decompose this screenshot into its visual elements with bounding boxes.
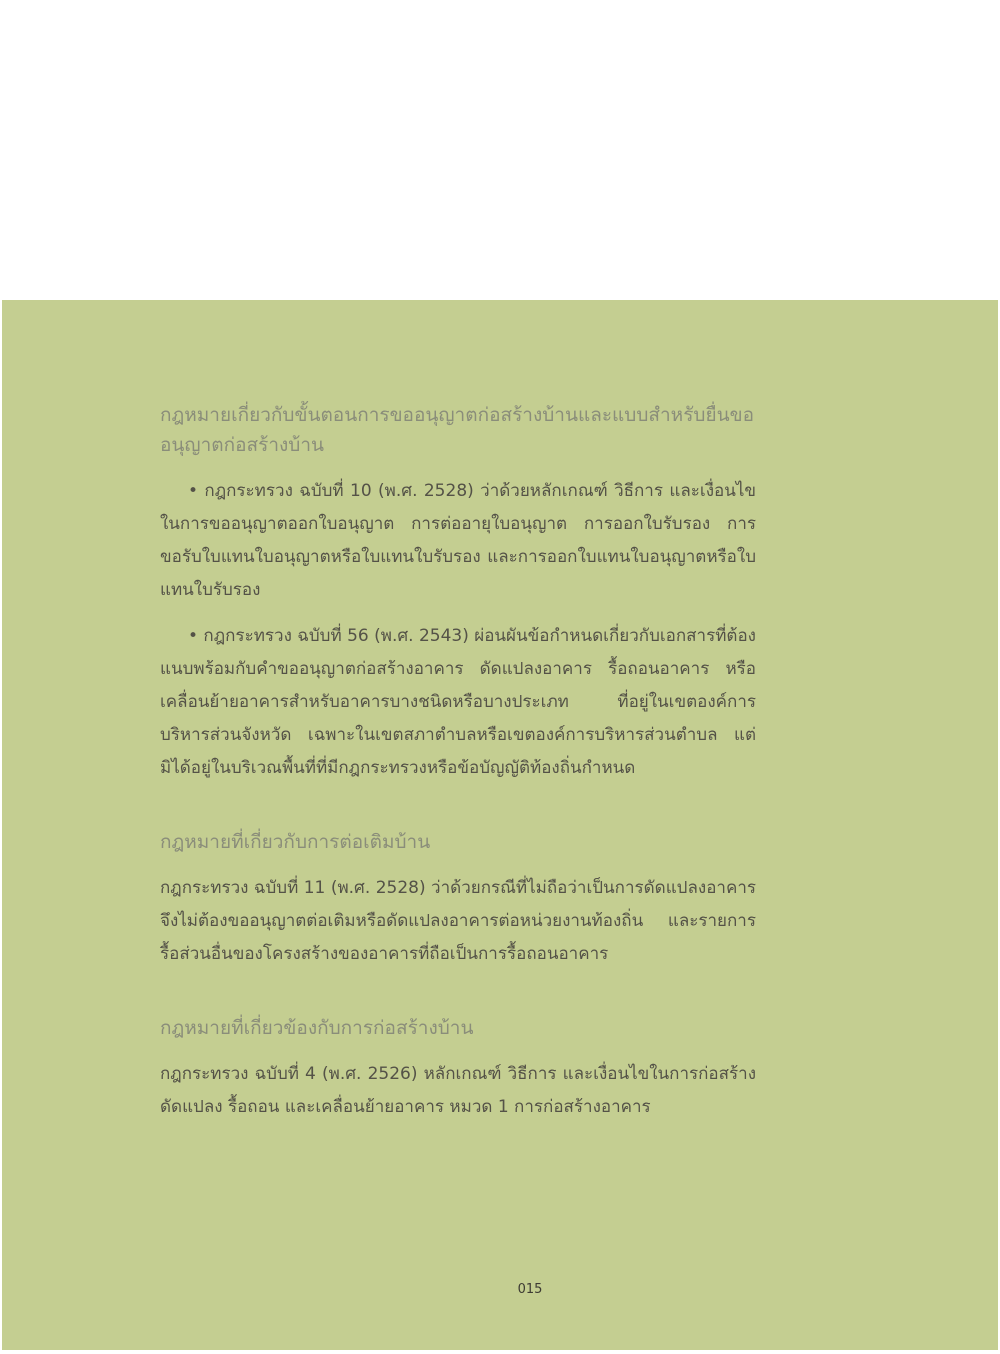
bullet-paragraph-regulation-56: • กฎกระทรวง ฉบับที่ 56 (พ.ศ. 2543) ผ่อนผันข้อกำหนดเกี่ยวกับเอกสารที่ต้องแนบพร้อมกับคำขออนุญาตก่อสร้างอาคาร ดัดแปลงอาคาร รื้อถอนอาคาร หรือเคลื่อนย้ายอาคารสำหรับอาคารบางชนิดหรือบางประเภท ที่อยู่ในเขตองค์การบริหารส่วนจังหวัด เฉพาะในเขตสภาตำบลหรือเขตองค์การบริหารส่วนตำบล แต่มิได้อยู่ในบริเวณพื้นที่ที่มีกฎกระทรวงหรือข้อบัญญัติท้องถิ่นกำหนด xyxy=(160,626,756,778)
section-heading-house-extension: กฎหมายที่เกี่ยวกับการต่อเติมบ้าน xyxy=(160,831,431,853)
green-content-panel xyxy=(2,300,998,1350)
section-heading-house-construction: กฎหมายที่เกี่ยวข้องกับการก่อสร้างบ้าน xyxy=(160,1017,474,1039)
section-heading-construction-permit: กฎหมายเกี่ยวกับขั้นตอนการขออนุญาตก่อสร้างบ้านและแบบสำหรับยื่นขออนุญาตก่อสร้างบ้าน xyxy=(160,404,754,456)
paragraph-regulation-11: กฎกระทรวง ฉบับที่ 11 (พ.ศ. 2528) ว่าด้วยกรณีที่ไม่ถือว่าเป็นการดัดแปลงอาคาร จึงไม่ต้องขออนุญาตต่อเติมหรือดัดแปลงอาคารต่อหน่วยงานท้องถิ่น และรายการรื้อส่วนอื่นของโครงสร้างของอาคารที่ถือเป็นการรื้อถอนอาคาร xyxy=(160,878,756,964)
paragraph-regulation-4: กฎกระทรวง ฉบับที่ 4 (พ.ศ. 2526) หลักเกณฑ์ วิธีการ และเงื่อนไขในการก่อสร้าง ดัดแปลง รื้อถอน และเคลื่อนย้ายอาคาร หมวด 1 การก่อสร้างอาคาร xyxy=(160,1064,756,1117)
bullet-paragraph-regulation-10: • กฎกระทรวง ฉบับที่ 10 (พ.ศ. 2528) ว่าด้วยหลักเกณฑ์ วิธีการ และเงื่อนไขในการขออนุญาตออกใบอนุญาต การต่ออายุใบอนุญาต การออกใบรับรอง การขอรับใบแทนใบอนุญาตหรือใบแทนใบรับรอง และการออกใบแทนใบอนุญาตหรือใบแทนใบรับรอง xyxy=(160,481,756,600)
page-number: 015 xyxy=(517,1282,543,1297)
document-body xyxy=(160,400,756,1124)
